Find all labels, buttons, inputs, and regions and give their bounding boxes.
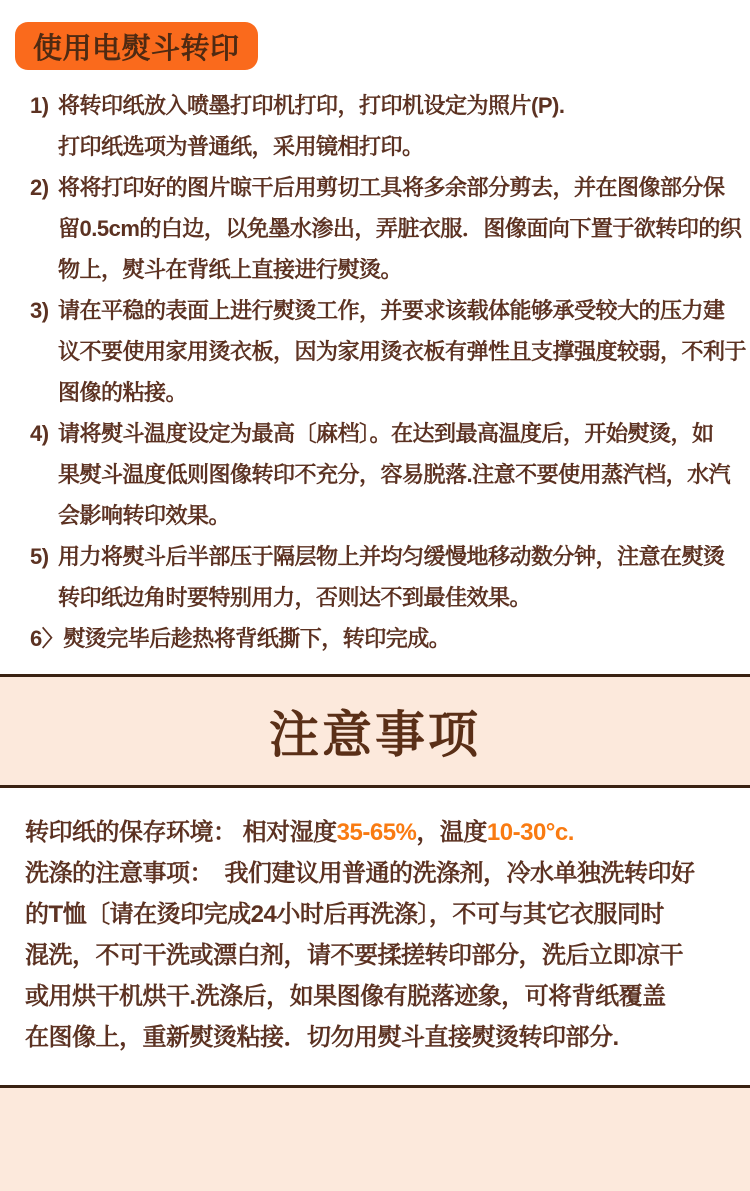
instruction-item-1 (30, 85, 746, 167)
care-notes (25, 812, 727, 1058)
section-title-label: 使用电熨斗转印 (33, 32, 240, 65)
instruction-item-number: 1) (30, 93, 49, 118)
care-note-text: 洗涤的注意事项： 我们建议用普通的洗涤剂，冷水单独洗转印好 (25, 860, 695, 887)
instruction-item-3 (30, 290, 746, 413)
instruction-item-number: 3) (30, 298, 49, 323)
instruction-text-line: 物上，熨斗在背纸上直接进行熨烫。 (58, 257, 403, 282)
instruction-item-number: 6〉 (30, 626, 64, 651)
instruction-item-text (63, 618, 746, 659)
instruction-text-line: 果熨斗温度低则图像转印不充分，容易脱落.注意不要使用蒸汽档，水汽 (58, 462, 731, 487)
care-note-line (25, 1017, 727, 1058)
care-note-line (25, 853, 727, 894)
notice-banner (0, 674, 750, 788)
care-note-line (25, 812, 727, 853)
instruction-item-2 (30, 167, 746, 290)
instruction-text-line: 议不要使用家用烫衣板，因为家用烫衣板有弹性且支撑强度较弱，不利于 (58, 339, 746, 364)
care-note-text: ，温度 (416, 819, 487, 846)
section-title-badge (15, 22, 258, 70)
instruction-text-line: 留0.5cm的白边，以免墨水渗出，弄脏衣服．图像面向下置于欲转印的织 (58, 216, 742, 241)
instruction-item-4 (30, 413, 746, 536)
instruction-item-6 (30, 618, 746, 659)
notice-banner-title: 注意事项 (269, 707, 481, 763)
highlighted-value: 35-65% (336, 819, 417, 846)
instruction-item-text (58, 167, 746, 290)
care-note-text: 在图像上，重新熨烫粘接．切勿用熨斗直接熨烫转印部分. (25, 1024, 619, 1051)
highlighted-value: 10-30°c. (486, 819, 574, 846)
instruction-text-line: 请将熨斗温度设定为最高〔麻档〕。在达到最高温度后，开始熨烫，如 (58, 421, 714, 446)
instruction-item-text (58, 290, 746, 413)
instruction-text-line: 将将打印好的图片晾干后用剪切工具将多余部分剪去，并在图像部分保 (58, 175, 725, 200)
instruction-text-line: 图像的粘接。 (58, 380, 188, 405)
instruction-item-number: 2) (30, 175, 49, 200)
instruction-text-line: 请在平稳的表面上进行熨烫工作，并要求该载体能够承受较大的压力建 (58, 298, 725, 323)
instruction-text-line: 熨烫完毕后趁热将背纸撕下，转印完成。 (63, 626, 451, 651)
instruction-item-number: 5) (30, 544, 49, 569)
care-note-text: 混洗，不可干洗或漂白剂，请不要揉搓转印部分，洗后立即凉干 (25, 942, 683, 969)
instruction-item-number: 4) (30, 421, 49, 446)
care-note-line (25, 894, 727, 935)
care-note-text: 或用烘干机烘干.洗涤后，如果图像有脱落迹象，可将背纸覆盖 (25, 983, 666, 1010)
care-note-line (25, 976, 727, 1017)
instruction-item-text (58, 85, 746, 167)
instruction-text-line: 将转印纸放入喷墨打印机打印，打印机设定为照片(P). (58, 93, 565, 118)
instruction-list (30, 85, 746, 659)
care-note-text: 转印纸的保存环境： 相对湿度 (25, 819, 337, 846)
care-note-text: 的T恤〔请在烫印完成24小时后再洗涤〕，不可与其它衣服同时 (25, 901, 664, 928)
instruction-text-line: 转印纸边角时要特别用力，否则达不到最佳效果。 (58, 585, 532, 610)
instruction-item-5 (30, 536, 746, 618)
instruction-item-text (58, 536, 746, 618)
instruction-text-line: 会影响转印效果。 (58, 503, 231, 528)
instruction-item-text (58, 413, 746, 536)
bottom-peach-strip (0, 1085, 750, 1191)
care-note-line (25, 935, 727, 976)
instruction-text-line: 打印纸选项为普通纸，采用镜相打印。 (58, 134, 424, 159)
instruction-text-line: 用力将熨斗后半部压于隔层物上并均匀缓慢地移动数分钟，注意在熨烫 (58, 544, 725, 569)
